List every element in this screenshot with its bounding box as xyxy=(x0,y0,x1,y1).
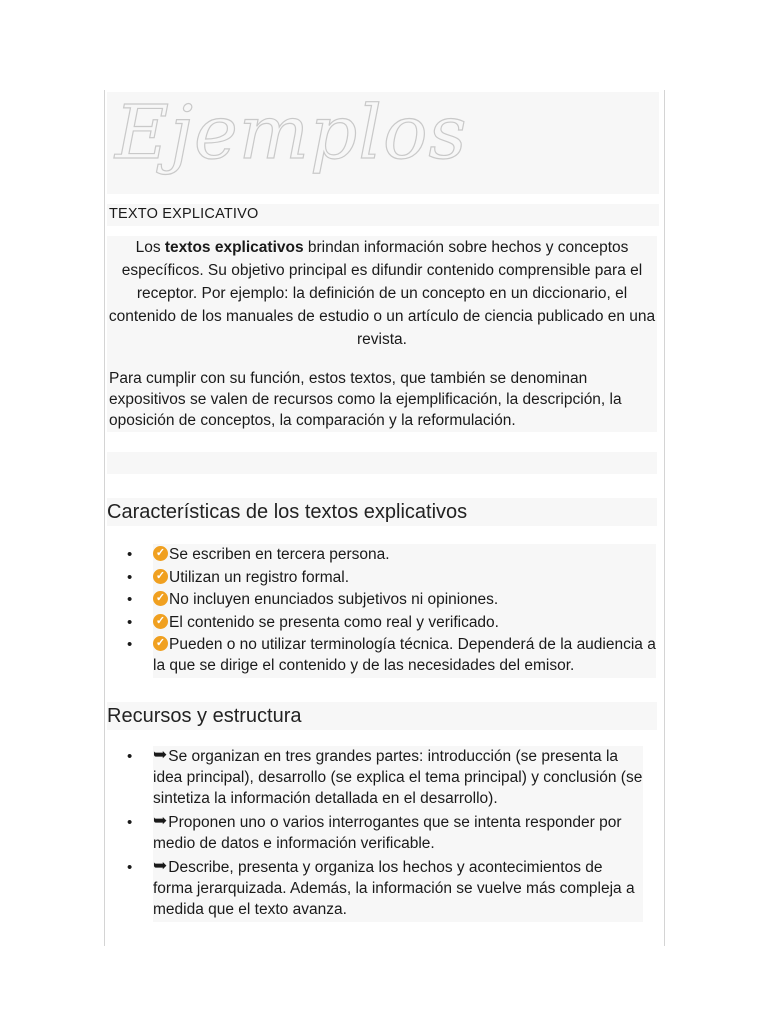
intro-text-start: Los xyxy=(135,239,165,256)
list-item xyxy=(105,634,657,676)
curved-arrow-icon: ➥ xyxy=(153,745,168,764)
list-item-text: No incluyen enunciados subjetivos ni opiniones. xyxy=(169,591,499,608)
resources-list xyxy=(105,746,645,923)
list-item-text: Proponen uno o varios interrogantes que se intenta responder por medio de datos e información verificable. xyxy=(153,814,622,852)
page-title: Ejemplos xyxy=(115,90,468,176)
curved-arrow-icon: ➥ xyxy=(153,811,168,830)
check-circle-icon: ✓ xyxy=(153,636,168,651)
list-item-text: El contenido se presenta como real y verificado. xyxy=(169,613,499,631)
heading-resources: Recursos y estructura xyxy=(107,705,302,727)
bullet: • xyxy=(127,613,133,631)
list-item-text: Se organizan en tres grandes partes: introducción (se presenta la idea principal), desarrollo (se explica el tema principal) y conclusión (se sintetiza la información detallada en el desarrollo). xyxy=(153,748,643,807)
bullet: • xyxy=(127,748,133,765)
section-label: TEXTO EXPLICATIVO xyxy=(109,206,259,222)
curved-arrow-icon: ➥ xyxy=(153,856,168,875)
heading-characteristics: Características de los textos explicativos xyxy=(107,501,468,523)
bullet: • xyxy=(127,859,133,876)
title-block xyxy=(107,92,659,194)
bullet: • xyxy=(127,546,133,563)
bullet: • xyxy=(127,814,133,831)
check-circle-icon: ✓ xyxy=(153,591,168,606)
intro-block xyxy=(107,236,657,432)
bullet: • xyxy=(127,636,133,653)
list-item-text: Pueden o no utilizar terminología técnica. Dependerá de la audiencia a la que se dirige el contenido y de las necesidades del emisor. xyxy=(153,636,656,674)
list-item-text: Utilizan un registro formal. xyxy=(169,568,350,586)
characteristics-list xyxy=(105,544,657,678)
function-paragraph: Para cumplir con su función, estos textos, que también se denominan expositivos se valen de recursos como la ejemplificación, la descripción, la oposición de conceptos, la comparación y la reformulación. xyxy=(109,370,622,429)
list-item xyxy=(105,612,657,633)
check-circle-icon: ✓ xyxy=(153,569,168,584)
spacer-block xyxy=(107,452,657,474)
intro-bold-term: textos explicativos xyxy=(164,239,304,256)
bullet: • xyxy=(127,591,133,608)
check-circle-icon: ✓ xyxy=(153,614,168,629)
intro-text-rest: brindan información sobre hechos y conceptos específicos. Su objetivo principal es difundir contenido comprensible para el receptor. Por ejemplo: la definición de un concepto en un diccionario, el contenido de los manuales de estudio o un artículo de ciencia publicado en una revista. xyxy=(108,239,656,348)
list-item xyxy=(105,589,657,610)
check-circle-icon: ✓ xyxy=(153,546,168,561)
list-item xyxy=(105,544,657,565)
document-page xyxy=(104,90,665,946)
bullet: • xyxy=(127,568,133,586)
list-item-text: Se escriben en tercera persona. xyxy=(169,546,390,563)
list-item-text: Describe, presenta y organiza los hechos y acontecimientos de forma jerarquizada. Además, la información se vuelve más compleja a medida que el texto avanza. xyxy=(153,859,635,918)
list-item xyxy=(105,857,645,920)
section-label-block xyxy=(107,204,659,226)
list-item xyxy=(105,812,645,854)
list-item xyxy=(105,746,645,809)
intro-paragraph xyxy=(107,236,657,351)
list-item xyxy=(105,567,657,588)
